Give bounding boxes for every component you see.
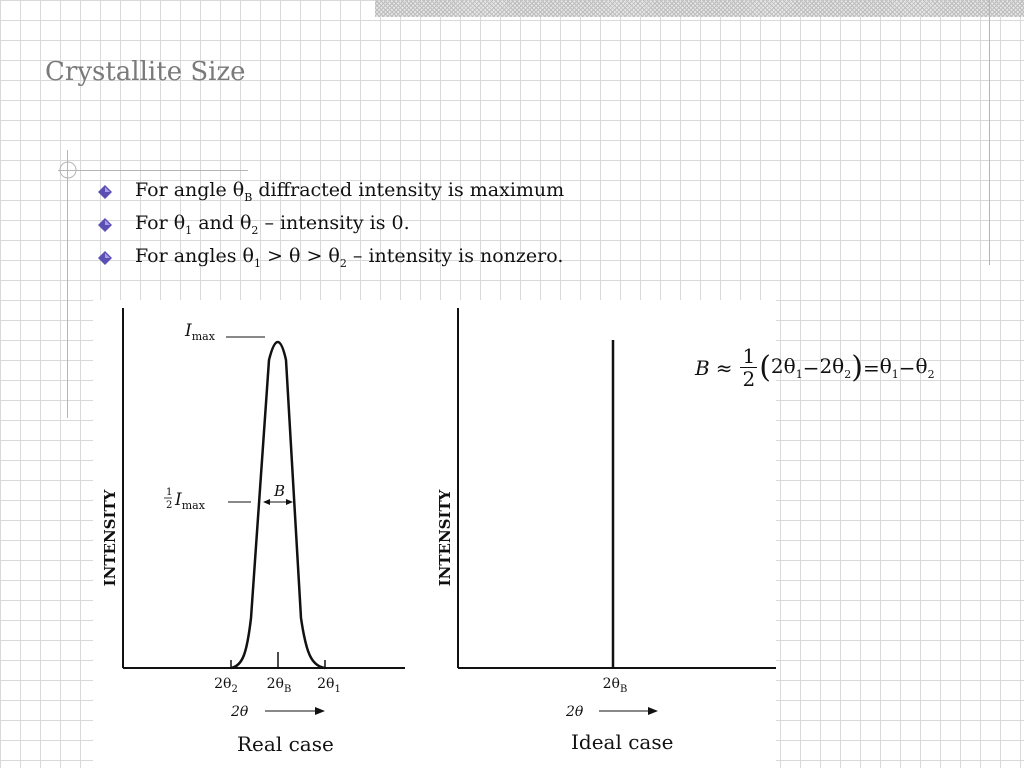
diffraction-plots bbox=[93, 300, 776, 768]
width-equation bbox=[695, 345, 935, 390]
eq-equals: = bbox=[862, 355, 880, 380]
eq-open-paren: ( bbox=[759, 349, 771, 385]
bullet-item bbox=[98, 208, 564, 241]
eq-term-2: $2\theta_2$ bbox=[819, 354, 852, 381]
bullet-list bbox=[98, 175, 564, 274]
title-underline-rule bbox=[58, 170, 248, 171]
bullet-text: For angle $\theta_B$ diffracted intensity is maximum bbox=[135, 179, 565, 204]
crosshair-decoration-icon bbox=[58, 160, 78, 180]
eq-term-3: $\theta_1$ bbox=[879, 354, 899, 381]
real-tick-label-2: $2\theta_2$ bbox=[214, 676, 238, 695]
real-tick-label-b: $2\theta_B$ bbox=[266, 676, 292, 695]
real-peak-curve bbox=[231, 342, 325, 668]
diamond-bullet-icon bbox=[98, 185, 112, 199]
eq-fraction bbox=[740, 345, 757, 390]
ideal-y-label: INTENSITY bbox=[436, 489, 454, 587]
eq-term-4: $\theta_2$ bbox=[915, 354, 935, 381]
eq-close-paren: ) bbox=[851, 349, 863, 385]
real-tick-label-1: $2\theta_1$ bbox=[317, 676, 341, 695]
ideal-x-label: 2θ bbox=[566, 704, 584, 720]
real-x-arrowhead bbox=[315, 707, 325, 715]
half-num: 1 bbox=[166, 487, 173, 498]
bullet-item bbox=[98, 241, 564, 274]
bullet-item bbox=[98, 175, 564, 208]
imax-label: $I_{max}$ bbox=[185, 321, 215, 343]
real-case-caption: Real case bbox=[237, 732, 334, 756]
diffraction-figure bbox=[93, 300, 776, 768]
eq-term-1: $2\theta_1$ bbox=[770, 354, 803, 381]
eq-frac-num: 1 bbox=[742, 344, 756, 368]
eq-frac-den: 2 bbox=[742, 367, 756, 391]
b-arrow-right bbox=[286, 499, 293, 505]
slide-title: Crystallite Size bbox=[45, 57, 246, 87]
eq-minus-2: − bbox=[898, 355, 916, 380]
b-label: B bbox=[274, 482, 286, 500]
ideal-tick-label-b: $2\theta_B$ bbox=[602, 676, 628, 695]
half-imax-label: $I_{max}$ bbox=[175, 490, 205, 512]
eq-minus-1: − bbox=[802, 355, 820, 380]
eq-lhs: B bbox=[695, 355, 710, 380]
bullet-text: For $\theta_1$ and $\theta_2$ – intensity is 0. bbox=[135, 212, 410, 237]
ideal-x-arrowhead bbox=[648, 707, 658, 715]
right-vertical-rule bbox=[989, 0, 990, 265]
real-y-label: INTENSITY bbox=[101, 489, 119, 587]
header-hatch-bar bbox=[375, 0, 1024, 17]
half-den: 2 bbox=[166, 500, 173, 511]
ideal-case-caption: Ideal case bbox=[571, 730, 674, 754]
left-vertical-rule bbox=[67, 150, 68, 418]
eq-approx: ≈ bbox=[715, 355, 733, 380]
diamond-bullet-icon bbox=[98, 218, 112, 232]
bullet-text: For angles $\theta_1 > \theta > \theta_2$ – intensity is nonzero. bbox=[135, 245, 564, 270]
b-arrow-left bbox=[263, 499, 270, 505]
diamond-bullet-icon bbox=[98, 251, 112, 265]
real-x-label: 2θ bbox=[231, 704, 249, 720]
